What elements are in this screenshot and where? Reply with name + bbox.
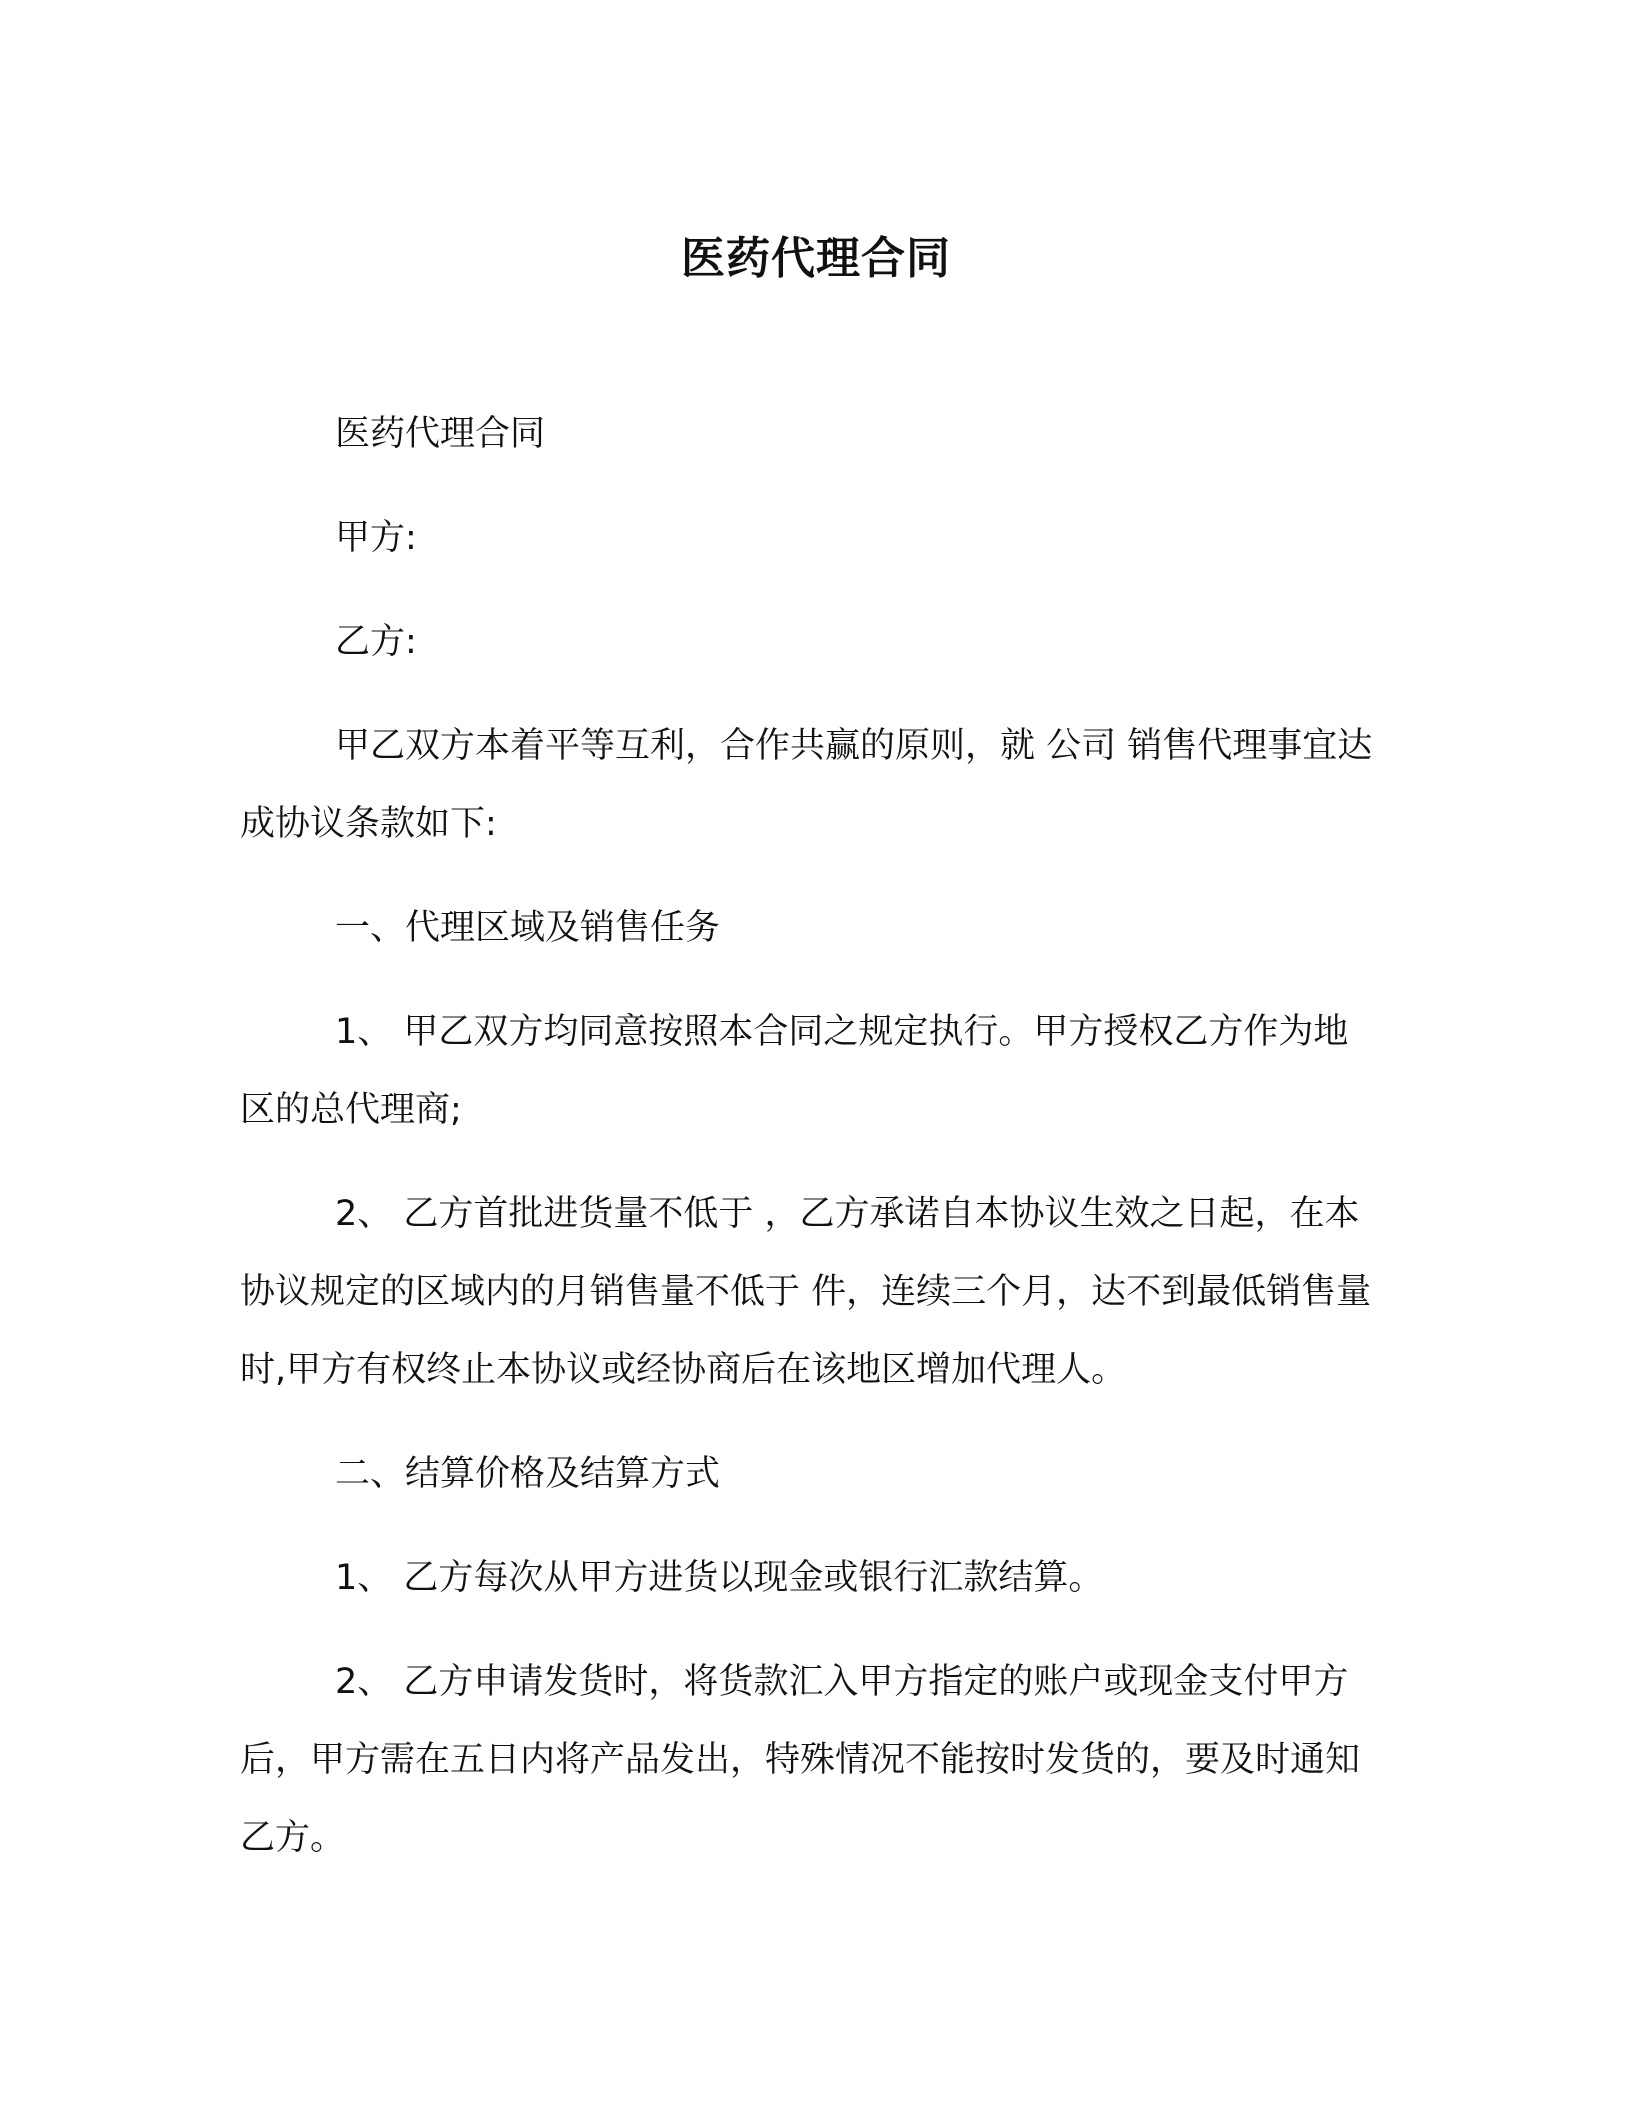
clause-1-2: 2、 乙方首批进货量不低于 ，乙方承诺自本协议生效之日起，在本协议规定的区域内的月销售量不低于 件，连续三个月，达不到最低销售量时,甲方有权终止本协议或经协商后在该地区增加代理人。 xyxy=(240,1194,1372,1390)
paragraph-party-a: 甲方: xyxy=(335,518,417,558)
section-heading-agency-area: 一、代理区域及销售任务 xyxy=(335,908,721,948)
document-title: 医药代理合同 xyxy=(681,233,951,284)
clause-2-1: 1、 乙方每次从甲方进货以现金或银行汇款结算。 xyxy=(335,1558,1104,1598)
clause-2-2: 2、 乙方申请发货时，将货款汇入甲方指定的账户或现金支付甲方后，甲方需在五日内将产品发出，特殊情况不能按时发货的，要及时通知乙方。 xyxy=(240,1662,1361,1858)
paragraph-preamble: 甲乙双方本着平等互利，合作共赢的原则，就 公司 销售代理事宜达成协议条款如下: xyxy=(240,726,1373,844)
clause-1-1: 1、 甲乙双方均同意按照本合同之规定执行。甲方授权乙方作为地区的总代理商; xyxy=(240,1012,1349,1130)
paragraph-party-b: 乙方: xyxy=(335,622,417,662)
document-body xyxy=(240,395,1380,1903)
paragraph-contract-name: 医药代理合同 xyxy=(335,414,546,454)
section-heading-settlement: 二、结算价格及结算方式 xyxy=(335,1454,721,1494)
